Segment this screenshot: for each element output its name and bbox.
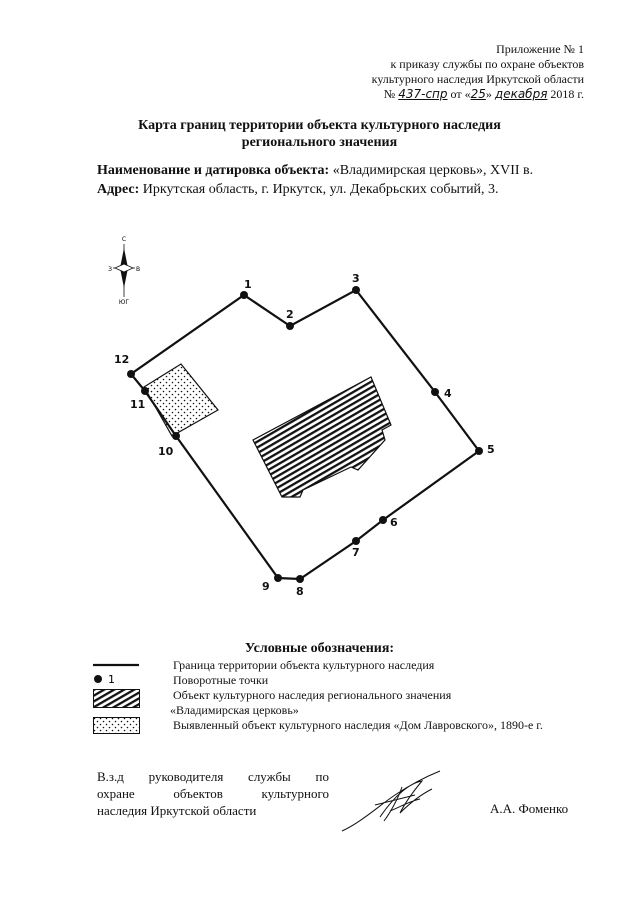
point-label-5: 5	[487, 443, 495, 456]
signature-line-2: охране объектов культурного	[97, 786, 329, 801]
compass-east-label: В	[136, 266, 141, 273]
object-address-value: Иркутская область, г. Иркутск, ул. Декабрьских событий, 3.	[142, 182, 499, 197]
signature-position	[97, 768, 329, 819]
compass-icon	[108, 236, 140, 306]
compass-west-label: З	[108, 266, 112, 273]
legend-regional-object-text-2: «Владимирская церковь»	[170, 703, 299, 717]
turning-point-marker	[296, 575, 304, 583]
annex-line-2: к приказу службы по охране объектов	[390, 57, 584, 71]
legend-boundary-symbol	[93, 660, 143, 670]
order-quote-close: »	[485, 87, 492, 101]
object-name-value: «Владимирская церковь», XVII в.	[332, 163, 534, 178]
compass-south-label: ЮГ	[118, 299, 130, 306]
page-title	[0, 117, 639, 151]
signature-line-3: наследия Иркутской области	[97, 803, 257, 818]
title-line-2: регионального значения	[241, 135, 398, 150]
order-number: 437-спр	[398, 87, 448, 101]
order-day: 25	[470, 87, 486, 101]
object-address-label: Адрес:	[97, 182, 140, 197]
order-from: от «	[450, 87, 471, 101]
legend-dots-symbol	[93, 717, 143, 735]
point-label-3: 3	[352, 272, 360, 285]
legend-boundary-text: Граница территории объекта культурного наследия	[173, 658, 435, 672]
legend-point-symbol	[93, 673, 143, 685]
object-name-line	[97, 162, 597, 180]
boundary-map	[0, 215, 639, 630]
turning-point-marker	[379, 516, 387, 524]
point-label-6: 6	[390, 516, 398, 529]
turning-point-marker	[475, 447, 483, 455]
point-label-4: 4	[444, 387, 452, 400]
turning-point-marker	[352, 537, 360, 545]
annex-line-1: Приложение № 1	[496, 42, 584, 56]
point-label-7: 7	[352, 546, 360, 559]
legend-points-text: Поворотные точки	[173, 673, 269, 687]
turning-point-marker	[141, 387, 149, 395]
point-label-11: 11	[130, 398, 146, 411]
turning-point-marker	[172, 432, 180, 440]
legend-regional-object-text-1: Объект культурного наследия регионального значения	[173, 688, 452, 702]
turning-point-marker	[274, 574, 282, 582]
point-label-12: 12	[114, 353, 130, 366]
regional-object-vladimir-church	[253, 377, 391, 497]
annex-line-3: культурного наследия Иркутской области	[371, 72, 584, 86]
point-label-1: 1	[244, 278, 252, 291]
turning-point-marker	[352, 286, 360, 294]
legend-hatch-symbol	[93, 689, 143, 709]
point-label-9: 9	[262, 580, 270, 593]
signature-line-1: В.з.д руководителя службы по	[97, 769, 329, 784]
legend-identified-object-text: Выявленный объект культурного наследия «Дом Лавровского», 1890-е г.	[173, 718, 543, 732]
handwritten-signature-icon	[340, 765, 450, 835]
identified-object-lavrovsky-house	[144, 364, 218, 436]
turning-point-marker	[431, 388, 439, 396]
title-line-1: Карта границ территории объекта культурного наследия	[138, 118, 501, 133]
point-label-2: 2	[286, 308, 294, 321]
compass-north-label: С	[121, 236, 127, 243]
legend-point-number: 1	[108, 673, 115, 685]
legend-title: Условные обозначения:	[244, 641, 395, 656]
annex-order-line	[294, 87, 584, 102]
object-name-label: Наименование и датировка объекта:	[97, 163, 330, 178]
signatory-name: А.А. Фоменко	[490, 801, 569, 816]
point-label-8: 8	[296, 585, 304, 598]
order-number-prefix: №	[383, 87, 396, 101]
annex-header	[294, 42, 584, 102]
turning-point-marker	[127, 370, 135, 378]
order-month: декабря	[494, 87, 548, 101]
turning-point-marker	[240, 291, 248, 299]
turning-point-marker	[286, 322, 294, 330]
object-address-line	[97, 181, 597, 199]
point-label-10: 10	[158, 445, 174, 458]
order-year: 2018 г.	[550, 87, 584, 101]
